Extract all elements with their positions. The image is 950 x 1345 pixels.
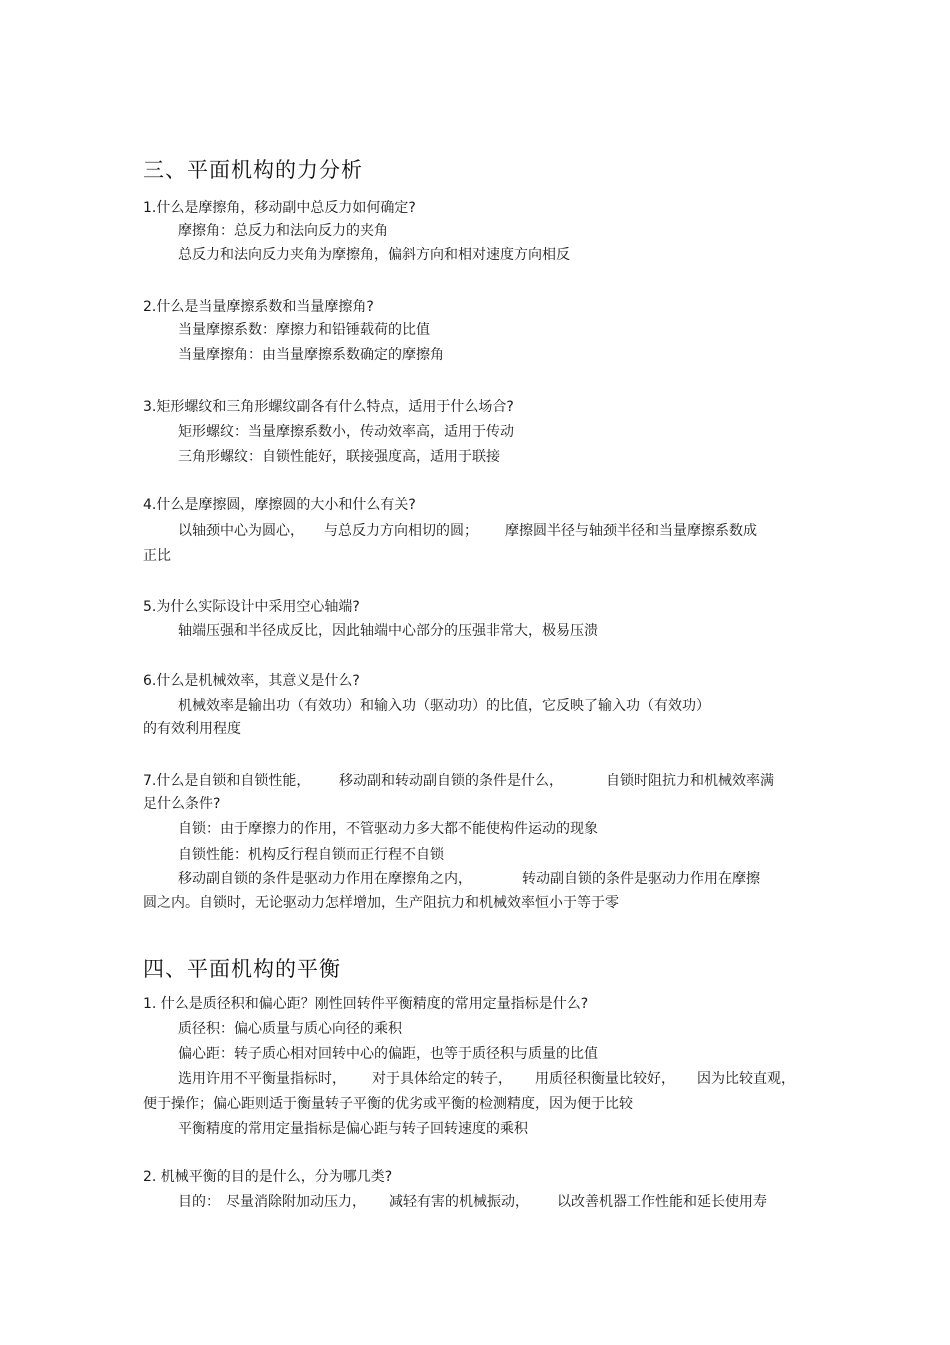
answer-3-7-line1: 自锁：由于摩擦力的作用，不管驱动力多大都不能使构件运动的现象 — [178, 821, 598, 837]
question-3-7-continuation: 足什么条件? — [143, 796, 221, 812]
answer-3-7-line2: 自锁性能：机构反行程自锁而正行程不自锁 — [178, 847, 444, 863]
answer-3-3-line2: 三角形螺纹：自锁性能好，联接强度高，适用于联接 — [178, 449, 500, 465]
answer-4-2-part1: 目的： — [178, 1194, 220, 1210]
answer-4-1-line3-part2: 对于具体给定的转子， — [372, 1071, 512, 1087]
question-3-7-part1: 7.什么是自锁和自锁性能， — [143, 773, 311, 789]
answer-4-1-line4: 平衡精度的常用定量指标是偏心距与转子回转速度的乘积 — [178, 1121, 528, 1137]
answer-3-7-line3-part1: 移动副自锁的条件是驱动力作用在摩擦角之内， — [178, 871, 472, 887]
question-4-2: 2. 机械平衡的目的是什么，分为哪几类? — [143, 1169, 393, 1185]
question-4-1: 1. 什么是质径积和偏心距？刚性回转件平衡精度的常用定量指标是什么? — [143, 996, 589, 1012]
answer-3-6-continuation: 的有效利用程度 — [143, 721, 241, 737]
question-3-7-part3: 自锁时阻抗力和机械效率满 — [606, 773, 774, 789]
section-title-4: 四、平面机构的平衡 — [143, 957, 341, 981]
question-3-6: 6.什么是机械效率，其意义是什么? — [143, 673, 360, 689]
answer-3-4-part3: 摩擦圆半径与轴颈半径和当量摩擦系数成 — [505, 523, 757, 539]
answer-4-1-line1: 质径积：偏心质量与质心向径的乘积 — [178, 1021, 402, 1037]
answer-3-7-line3-part2: 转动副自锁的条件是驱动力作用在摩擦 — [522, 871, 760, 887]
question-3-7-part2: 移动副和转动副自锁的条件是什么， — [339, 773, 563, 789]
answer-4-2-part3: 减轻有害的机械振动， — [389, 1194, 529, 1210]
question-3-2: 2.什么是当量摩擦系数和当量摩擦角? — [143, 299, 374, 315]
answer-4-1-line3-part3: 用质径积衡量比较好， — [535, 1071, 675, 1087]
answer-3-7-continuation: 圆之内。自锁时，无论驱动力怎样增加，生产阻抗力和机械效率恒小于等于零 — [143, 895, 619, 911]
answer-4-1-line3-part1: 选用许用不平衡量指标时， — [178, 1071, 346, 1087]
answer-3-1-line2: 总反力和法向反力夹角为摩擦角，偏斜方向和相对速度方向相反 — [178, 247, 570, 263]
answer-3-4-part1: 以轴颈中心为圆心， — [178, 523, 304, 539]
question-3-1: 1.什么是摩擦角，移动副中总反力如何确定? — [143, 200, 416, 216]
answer-4-1-line3-part4: 因为比较直观， — [697, 1071, 795, 1087]
answer-3-5-line1: 轴端压强和半径成反比，因此轴端中心部分的压强非常大，极易压溃 — [178, 623, 598, 639]
section-title-3: 三、平面机构的力分析 — [143, 158, 363, 182]
answer-3-4-continuation: 正比 — [143, 548, 171, 564]
answer-4-1-line2: 偏心距：转子质心相对回转中心的偏距，也等于质径积与质量的比值 — [178, 1046, 598, 1062]
answer-3-1-line1: 摩擦角：总反力和法向反力的夹角 — [178, 223, 388, 239]
answer-4-2-part4: 以改善机器工作性能和延长使用寿 — [557, 1194, 767, 1210]
question-3-3: 3.矩形螺纹和三角形螺纹副各有什么特点，适用于什么场合? — [143, 399, 514, 415]
question-3-5: 5.为什么实际设计中采用空心轴端? — [143, 599, 360, 615]
question-3-4: 4.什么是摩擦圆，摩擦圆的大小和什么有关? — [143, 497, 416, 513]
answer-3-4-part2: 与总反力方向相切的圆； — [324, 523, 478, 539]
answer-4-1-continuation: 便于操作；偏心距则适于衡量转子平衡的优劣或平衡的检测精度，因为便于比较 — [143, 1096, 633, 1112]
answer-3-3-line1: 矩形螺纹：当量摩擦系数小，传动效率高，适用于传动 — [178, 424, 514, 440]
answer-4-2-part2: 尽量消除附加动压力， — [226, 1194, 366, 1210]
answer-3-6-line1: 机械效率是输出功（有效功）和输入功（驱动功）的比值，它反映了输入功（有效功） — [178, 698, 710, 714]
answer-3-2-line2: 当量摩擦角：由当量摩擦系数确定的摩擦角 — [178, 347, 444, 363]
answer-3-2-line1: 当量摩擦系数：摩擦力和铅锤载荷的比值 — [178, 322, 430, 338]
